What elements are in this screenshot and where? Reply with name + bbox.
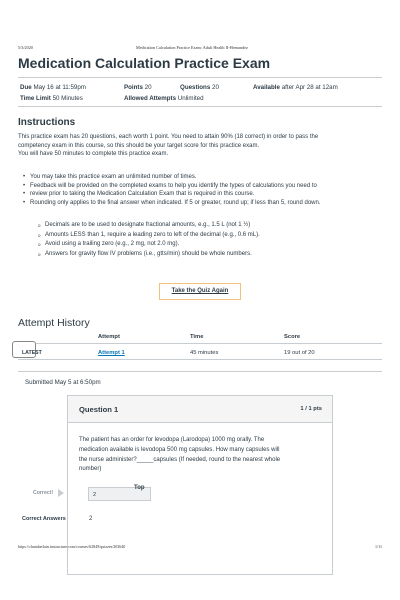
question-title: Question 1	[79, 405, 119, 414]
question-text-line: number)	[79, 466, 102, 473]
attempt-link-cell	[98, 350, 125, 356]
question-header	[68, 396, 332, 423]
available-value: after Apr 28 at 12am	[281, 84, 338, 91]
meta-divider	[18, 106, 382, 107]
meta-allowed-attempts	[124, 95, 204, 102]
due-label: Due	[20, 84, 32, 91]
correct-label: Correct!	[33, 490, 54, 496]
question-text	[79, 436, 319, 475]
column-header-score: Score	[284, 334, 301, 340]
points-value: 20	[144, 84, 152, 91]
column-header-attempt: Attempt	[98, 334, 120, 340]
table-row-divider	[18, 359, 382, 360]
attempt-time: 45 minutes	[190, 350, 219, 356]
correct-arrow-icon	[58, 489, 64, 497]
question-text-line: medication available is levodopa 500 mg capsules. How many capsules will	[79, 446, 280, 453]
question-text-line: The patient has an order for levodopa (Larodopa) 1000 mg orally. The	[79, 437, 265, 443]
correct-answers-label: Correct Answers	[22, 516, 66, 522]
print-date: 5/3/2020	[18, 45, 33, 50]
allowed-attempts-label: Allowed Attempts	[124, 95, 177, 102]
meta-points	[124, 84, 152, 91]
page-number: 1/11	[375, 544, 382, 549]
meta-questions	[180, 84, 219, 91]
instructions-heading: Instructions	[18, 117, 76, 128]
meta-available	[253, 84, 338, 91]
questions-value: 20	[212, 84, 219, 91]
questions-label: Questions	[180, 84, 211, 91]
submitted-timestamp: Submitted May 5 at 6:50pm	[25, 379, 101, 386]
table-header-divider	[18, 343, 382, 344]
print-footer	[18, 544, 382, 549]
due-value: May 16 at 11:59pm	[33, 84, 86, 91]
instructions-bullet-list	[30, 173, 378, 207]
sub-bullet-item: o Avoid using a trailing zero (e.g., 2 mg, not 2.0 mg).	[45, 240, 378, 250]
attempt-1-link[interactable]: Attempt 1	[98, 350, 125, 356]
attempt-score: 19 out of 20	[284, 350, 315, 356]
column-header-time: Time	[190, 334, 204, 340]
allowed-attempts-value: Unlimited	[177, 95, 204, 102]
title-divider	[18, 77, 382, 78]
time-limit-label: Time Limit	[20, 95, 51, 102]
points-label: Points	[124, 84, 143, 91]
bullet-item: • Feedback will be provided on the completed exams to help you identify the types of calculations you need to	[30, 182, 378, 191]
sub-bullet-item: o Amounts LESS than 1, require a leading zero to left of the decimal (e.g., 0.6 mL).	[45, 231, 378, 241]
bullet-item: • Rounding only applies to the final answer when indicated. If 5 or greater, round up; if less than 5, round down.	[30, 199, 378, 208]
instructions-line-1: This practice exam has 20 questions, each worth 1 point. You need to attain 90% (18 correct) in order to pass the	[18, 134, 319, 140]
print-url: https://chamberlain.instructure.com/courses/62849/quizzes/203640	[18, 544, 126, 549]
instructions-paragraph-1	[18, 133, 378, 159]
top-link[interactable]: Top	[134, 485, 145, 491]
bullet-item-continued: • review prior to taking the Medication Calculation Exam that is required in this course.	[30, 190, 378, 199]
time-limit-value: 50 Minutes	[52, 95, 83, 102]
sub-bullet-item: o Decimals are to be used to designate fractional amounts, e.g., 1.5 L (not 1 ½)	[45, 221, 378, 231]
instructions-line-3: You will have 50 minutes to complete this practice exam.	[18, 151, 169, 158]
take-quiz-again-button[interactable]: Take the Quiz Again	[159, 283, 241, 300]
correct-answers-value: 2	[89, 516, 93, 522]
print-title: Medication Calculation Practice Exam: Adult Health II-Hernandez	[136, 45, 248, 50]
attempt-history-heading: Attempt History	[18, 317, 90, 329]
available-label: Available	[253, 84, 280, 91]
meta-due	[20, 84, 86, 91]
instructions-sub-list	[45, 221, 378, 259]
latest-label: LATEST	[22, 350, 42, 356]
instructions-line-2: competency exam in this course, so this should be your target score for this practice exam.	[18, 142, 260, 149]
answer-value: 2	[93, 492, 97, 498]
page-title: Medication Calculation Practice Exam	[18, 55, 271, 71]
question-text-line: the nurse administer?_____capsules (If needed, round to the nearest whole	[79, 456, 281, 463]
sub-bullet-item: o Answers for gravity flow IV problems (i.e., gtts/min) should be whole numbers.	[45, 250, 378, 260]
meta-time-limit	[20, 95, 83, 102]
question-points: 1 / 1 pts	[300, 406, 322, 412]
bullet-item: • You may take this practice exam an unlimited number of times.	[30, 173, 378, 182]
